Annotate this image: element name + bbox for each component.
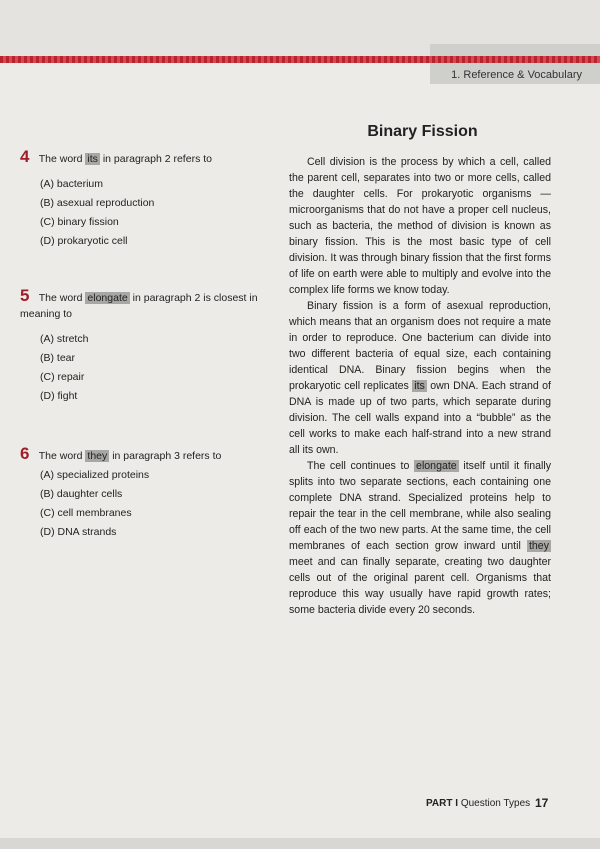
header-rule [0, 56, 600, 63]
question-number: 5 [20, 286, 30, 305]
footer-part-label: PART I Question Types [426, 798, 531, 809]
page-number: 17 [535, 796, 549, 810]
option-d: (D) fight [40, 390, 78, 402]
paragraph-2: Binary fission is a form of asexual reproduction, which means that an organism does not require a mate in order to reproduce. One bacterium can divide into two different bacteria of equal size, each containing identical DNA. Binary fission begins when the prokaryotic cell replicates its own DNA. Each strand of DNA is made up of two parts, which separate during division. The cell walls expand into a “bubble” as the cell works to make each half-strand into a new strand all its own. [289, 300, 552, 456]
option-a: (A) stretch [40, 333, 89, 345]
option-c: (C) cell membranes [40, 507, 132, 519]
question-stem: 4 The word its in paragraph 2 refers to [20, 147, 212, 166]
page-edge [0, 838, 600, 849]
highlighted-word: they [528, 540, 549, 552]
highlighted-word: they [87, 450, 108, 462]
option-c: (C) binary fission [40, 216, 119, 228]
question-number: 6 [20, 444, 30, 463]
option-d: (D) prokaryotic cell [40, 235, 128, 247]
question-stem: 6 The word they in paragraph 3 refers to [20, 444, 222, 463]
option-d: (D) DNA strands [40, 526, 117, 538]
question-5 [20, 288, 270, 406]
option-b: (B) daughter cells [40, 488, 123, 500]
highlighted-word: elongate [87, 292, 128, 304]
passage-title: Binary Fission [367, 123, 478, 140]
highlighted-word: its [414, 380, 425, 392]
highlighted-word: its [87, 153, 98, 165]
option-a: (A) specialized proteins [40, 469, 150, 481]
passage [289, 154, 551, 618]
answer-options [20, 175, 270, 251]
question-number: 4 [20, 147, 30, 166]
option-a: (A) bacterium [40, 178, 104, 190]
highlighted-word: elongate [416, 460, 457, 472]
question-stem: 5 The word elongate in paragraph 2 is closest in meaning to [20, 286, 258, 320]
option-c: (C) repair [40, 371, 85, 383]
question-4 [20, 149, 270, 251]
section-label: 1. Reference & Vocabulary [451, 69, 582, 81]
answer-options [20, 466, 270, 542]
paragraph-1: Cell division is the process by which a cell, called the parent cell, separates into two or more cells, called the daughter cells. For prokaryotic organisms — microorganisms that do not have a proper cell nucleus, such as bacteria, the method of division is known as binary fission. This is the most basic type of cell division. It was through binary fission that the first forms of life on earth were able to multiply and evolve into the complex life forms we know today. [289, 156, 551, 296]
option-b: (B) tear [40, 352, 76, 364]
question-6 [20, 446, 270, 542]
paragraph-3: The cell continues to elongate itself until it finally splits into two separate sections, each containing one complete DNA strand. Specialized proteins help to repair the tear in the cell membrane, while also sealing off each of the two new parts. At the same time, the cell membranes of each section grow inward until they meet and can finally separate, creating two daughter cells out of the original parent cell. Organisms that reproduce this way usually have rapid growth rates; some bacteria divide every 20 seconds. [289, 460, 552, 616]
answer-options [20, 330, 270, 406]
option-b: (B) asexual reproduction [40, 197, 155, 209]
